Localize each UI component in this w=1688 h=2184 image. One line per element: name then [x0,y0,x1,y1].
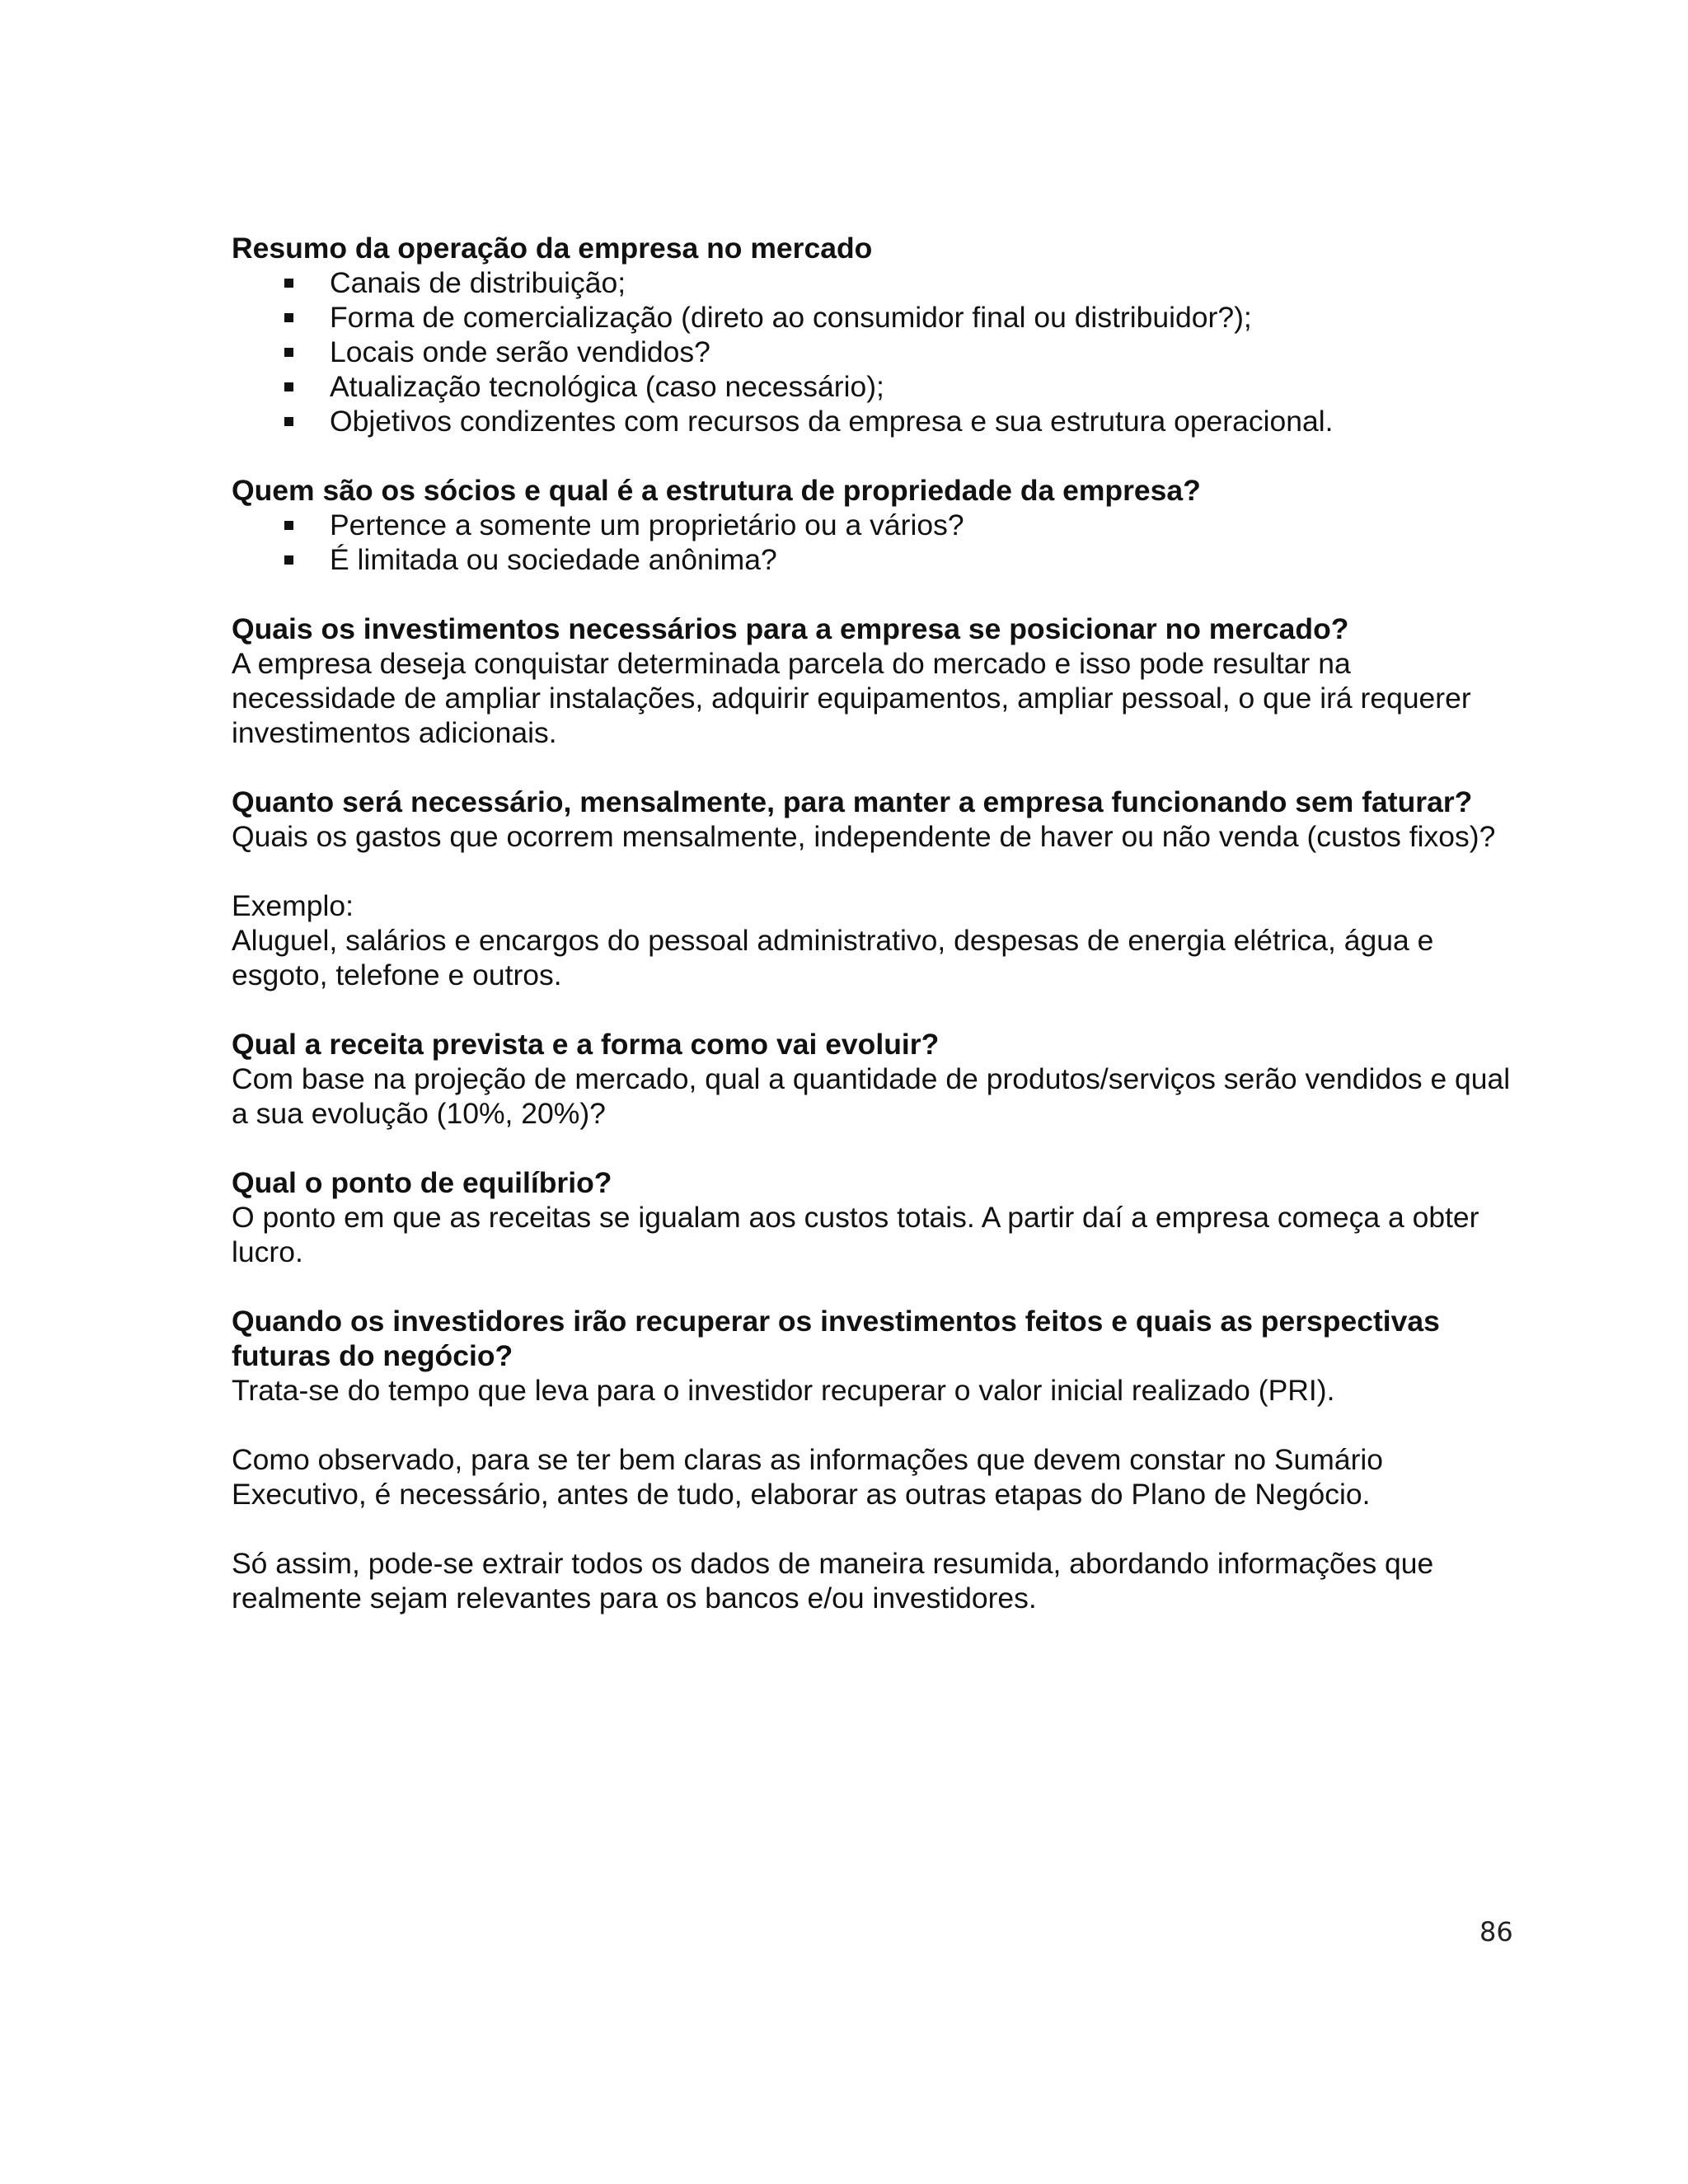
section-heading: Quem são os sócios e qual é a estrutura de propriedade da empresa? [232,474,1201,507]
square-bullet-icon [284,555,293,565]
section-heading: Quanto será necessário, mensalmente, para manter a empresa funcionando sem faturar? [232,785,1473,818]
document-body [232,231,1517,1615]
section-text: O ponto em que as receitas se igualam aos custos totais. A partir daí a empresa começa a obter lucro. [232,1201,1479,1268]
section-break-even [232,1165,1517,1269]
section-text: A empresa deseja conquistar determinada parcela do mercado e isso pode resultar na necessidade de ampliar instalações, adquirir equipamentos, ampliar pessoal, o que irá requerer investimentos adicionais. [232,647,1471,749]
section-heading: Qual o ponto de equilíbrio? [232,1166,612,1199]
section-text: Quais os gastos que ocorrem mensalmente, independente de haver ou não venda (custos fixos)? [232,820,1496,853]
section-partners [232,473,1517,577]
section-heading: Quando os investidores irão recuperar os investimentos feitos e quais as perspectivas futuras do negócio? [232,1305,1440,1372]
page-number: 86 [1479,1916,1513,1947]
list-item: Forma de comercialização (direto ao consumidor final ou distribuidor?); [232,300,1517,335]
list-item: Canais de distribuição; [232,265,1517,300]
square-bullet-icon [284,313,293,322]
section-heading: Resumo da operação da empresa no mercado [232,232,873,265]
square-bullet-icon [284,521,293,530]
list-item: Locais onde serão vendidos? [232,335,1517,369]
list-item: Atualização tecnológica (caso necessário); [232,369,1517,404]
section-revenue [232,1027,1517,1131]
section-text: Trata-se do tempo que leva para o investidor recuperar o valor inicial realizado (PRI). [232,1374,1335,1407]
list-item: É limitada ou sociedade anônima? [232,542,1517,577]
bullet-list [232,508,1517,577]
square-bullet-icon [284,348,293,357]
section-payback [232,1304,1517,1408]
section-observation [232,1442,1517,1511]
square-bullet-icon [284,279,293,288]
section-conclusion [232,1546,1517,1615]
example-label: Exemplo: [232,889,354,922]
section-text: Só assim, pode-se extrair todos os dados de maneira resumida, abordando informações que realmente sejam relevantes para os bancos e/ou investidores. [232,1547,1434,1615]
section-example [232,888,1517,992]
section-text: Aluguel, salários e encargos do pessoal administrativo, despesas de energia elétrica, água e esgoto, telefone e outros. [232,924,1434,991]
square-bullet-icon [284,417,293,426]
square-bullet-icon [284,382,293,391]
section-monthly-costs [232,785,1517,854]
list-item: Pertence a somente um proprietário ou a vários? [232,508,1517,542]
list-item: Objetivos condizentes com recursos da empresa e sua estrutura operacional. [232,404,1517,438]
section-heading: Quais os investimentos necessários para a empresa se posicionar no mercado? [232,612,1349,645]
section-text: Como observado, para se ter bem claras as informações que devem constar no Sumário Executivo, é necessário, antes de tudo, elaborar as outras etapas do Plano de Negócio. [232,1443,1384,1511]
section-investments [232,612,1517,750]
section-operation-summary [232,231,1517,438]
section-heading: Qual a receita prevista e a forma como vai evoluir? [232,1028,940,1061]
bullet-list [232,265,1517,438]
section-text: Com base na projeção de mercado, qual a quantidade de produtos/serviços serão vendidos e qual a sua evolução (10%, 20%)? [232,1062,1511,1130]
